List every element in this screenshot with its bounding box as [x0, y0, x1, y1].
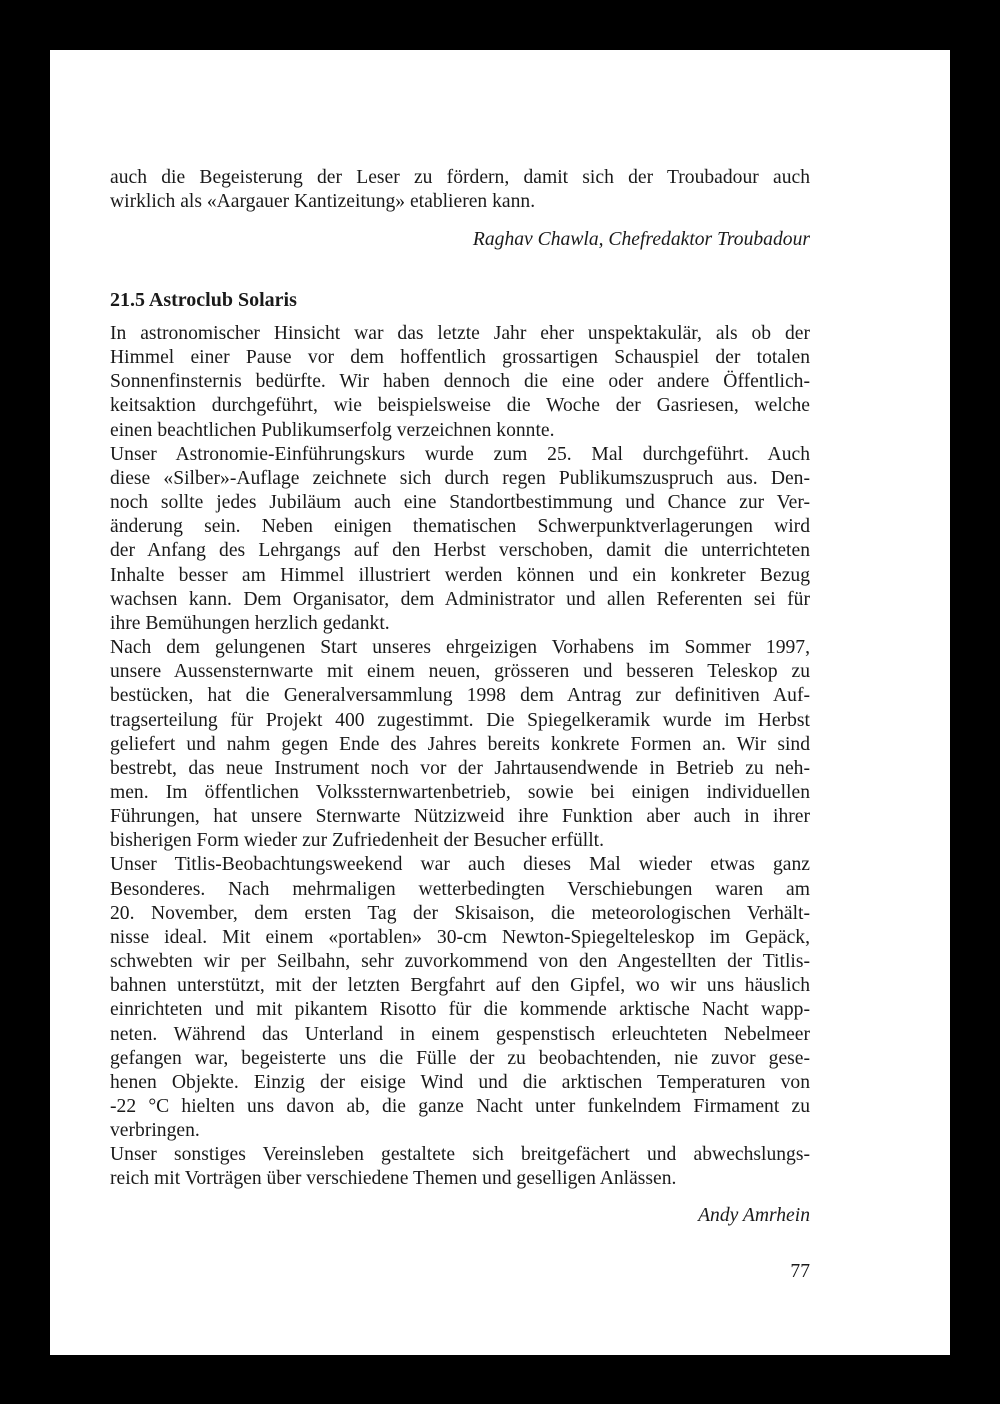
section-body [110, 322, 810, 1192]
text-line: wirklich als «Aargauer Kantizeitung» etablieren kann. [110, 191, 536, 213]
text-line: verbringen. [110, 1120, 200, 1142]
text-line: änderung sein. Neben einigen thematischen Schwerpunktverlagerungen wird [110, 516, 810, 538]
section-heading: 21.5 Astroclub Solaris [110, 289, 297, 311]
text-line: unsere Aussensternwarte mit einem neuen, grösseren und besseren Teleskop zu [110, 661, 810, 683]
text-line: Unser Astronomie-Einführungskurs wurde zum 25. Mal durchgeführt. Auch [110, 443, 810, 465]
text-line: Inhalte besser am Himmel illustriert werden können und ein konkreter Bezug [110, 564, 810, 586]
text-line: tragserteilung für Projekt 400 zugestimmt. Die Spiegelkeramik wurde im Herbst [110, 709, 810, 731]
text-line: bestücken, hat die Generalversammlung 1998 dem Antrag zur definitiven Auf- [110, 685, 810, 707]
text-line: Unser sonstiges Vereinsleben gestaltete sich breitgefächert und abwechslungs- [110, 1144, 810, 1166]
text-line: -22 °C hielten uns davon ab, die ganze Nacht unter funkelndem Firmament zu [110, 1096, 810, 1117]
text-line: reich mit Vorträgen über verschiedene Themen und geselligen Anlässen. [110, 1168, 677, 1190]
text-line: einen beachtlichen Publikumserfolg verzeichnen konnte. [110, 419, 555, 441]
text-line: neten. Während das Unterland in einem gespenstisch erleuchteten Nebelmeer [110, 1023, 810, 1045]
document-page [50, 50, 950, 1355]
text-line: wachsen kann. Dem Organisator, dem Administrator und allen Referenten sei für [110, 588, 810, 610]
text-line: henen Objekte. Einzig der eisige Wind und die arktischen Temperaturen von [110, 1071, 810, 1093]
text-line: 20. November, dem ersten Tag der Skisaison, die meteorologischen Verhält- [110, 902, 810, 924]
text-line: schwebten wir per Seilbahn, sehr zuvorkommend von den Angestellten der Titlis- [110, 951, 810, 973]
intro-text [110, 166, 810, 214]
intro-signature: Raghav Chawla, Chefredaktor Troubadour [472, 229, 810, 250]
text-line: geliefert und nahm gegen Ende des Jahres bereits konkrete Formen an. Wir sind [110, 733, 810, 755]
text-line: Führungen, hat unsere Sternwarte Nützizweid ihre Funktion aber auch in ihrer [110, 806, 810, 828]
text-line: der Anfang des Lehrgangs auf den Herbst verschoben, damit die unterrichteten [110, 540, 810, 562]
text-line: Besonderes. Nach mehrmaligen wetterbedingten Verschiebungen waren am [110, 878, 810, 900]
section-signature: Andy Amrhein [698, 1205, 810, 1226]
text-line: noch sollte jedes Jubiläum auch eine Standortbestimmung und Chance zur Ver- [110, 492, 810, 514]
text-line: diese «Silber»-Auflage zeichnete sich durch regen Publikumszuspruch aus. Den- [110, 467, 810, 489]
text-line: einrichteten und mit pikantem Risotto für die kommende arktische Nacht wapp- [110, 999, 810, 1021]
text-line: ihre Bemühungen herzlich gedankt. [110, 612, 390, 634]
text-line: gefangen war, begeisterte uns die Fülle der zu beobachtenden, nie zuvor gese- [110, 1047, 810, 1069]
text-line: bisherigen Form wieder zur Zufriedenheit der Besucher erfüllt. [110, 830, 605, 852]
page-number: 77 [790, 1261, 810, 1282]
text-line: In astronomischer Hinsicht war das letzte Jahr eher unspektakulär, als ob der [110, 323, 810, 344]
text-line: men. Im öffentlichen Volkssternwartenbetrieb, sowie bei einigen individuellen [110, 781, 810, 803]
text-line: Sonnenfinsternis bedürfte. Wir haben dennoch die eine oder andere Öffentlich- [110, 371, 810, 393]
text-line: Unser Titlis-Beobachtungsweekend war auch dieses Mal wieder etwas ganz [110, 854, 810, 876]
text-line: nisse ideal. Mit einem «portablen» 30-cm Newton-Spiegelteleskop im Gepäck, [110, 926, 810, 948]
text-line: auch die Begeisterung der Leser zu fördern, damit sich der Troubadour auch [110, 167, 810, 188]
text-line: keitsaktion durchgeführt, wie beispielsweise die Woche der Gasriesen, welche [110, 395, 810, 417]
text-line: bahnen unterstützt, mit der letzten Bergfahrt auf den Gipfel, wo wir uns häuslich [110, 975, 810, 997]
text-line: Himmel einer Pause vor dem hoffentlich grossartigen Schauspiel der totalen [110, 347, 810, 369]
text-line: Nach dem gelungenen Start unseres ehrgeizigen Vorhabens im Sommer 1997, [110, 637, 810, 659]
text-line: bestrebt, das neue Instrument noch vor der Jahrtausendwende in Betrieb zu neh- [110, 757, 810, 779]
